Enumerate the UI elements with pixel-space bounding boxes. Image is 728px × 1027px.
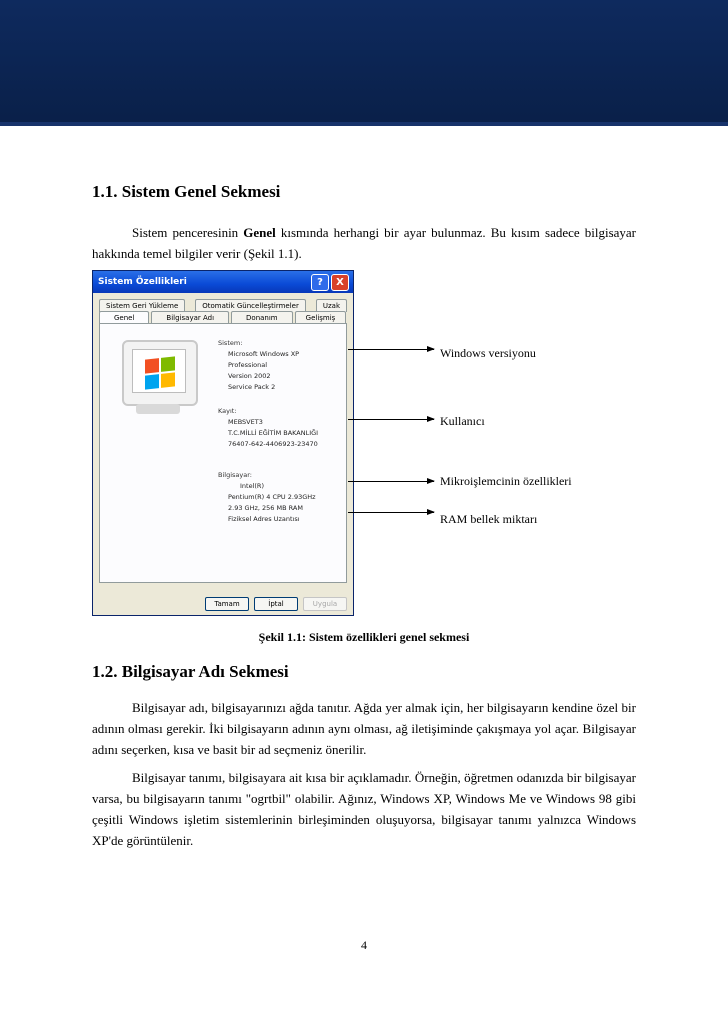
section-1-paragraph <box>92 222 636 264</box>
close-button[interactable]: X <box>331 274 349 291</box>
computer-line: Intel(R) <box>240 482 264 490</box>
general-tab-panel <box>99 323 347 583</box>
cancel-button[interactable]: İptal <box>254 597 298 611</box>
header-banner-rule <box>0 122 728 126</box>
arrow-windows <box>348 349 434 350</box>
dialog-titlebar <box>93 271 353 293</box>
section-1-title: 1.1. Sistem Genel Sekmesi <box>92 182 281 201</box>
registration-label: Kayıt: <box>218 407 237 415</box>
section-2-paragraph-2: Bilgisayar tanımı, bilgisayara ait kısa bir açıklamadır. Örneğin, öğretmen odanızda bir bilgisayar varsa, bu bilgisayarın tanımı "ogrtbil" olabilir. Ağınız, Windows XP, Windows Me ve Windows 98 gibi çeşitli Windows işletim sistemlerinin birleşiminden oluşuyorsa, bilgisayar tanımı yalnızca Windows XP'de görüntülenir. <box>92 770 636 848</box>
label-windows-version: Windows versiyonu <box>440 346 536 360</box>
section-2-title: 1.2. Bilgisayar Adı Sekmesi <box>92 662 289 681</box>
registration-line: T.C.MİLLİ EĞİTİM BAKANLIĞI <box>228 429 319 437</box>
computer-info <box>218 470 316 525</box>
tab-advanced[interactable]: Gelişmiş <box>295 311 347 324</box>
registration-line: 76407-642-4406923-23470 <box>228 440 318 448</box>
monitor-screen <box>132 349 186 393</box>
tab-automatic-updates[interactable]: Otomatik Güncelleştirmeler <box>195 299 306 312</box>
tab-general[interactable]: Genel <box>99 311 149 324</box>
figure-caption: Şekil 1.1: Sistem özellikleri genel sekmesi <box>258 630 470 644</box>
tab-remote[interactable]: Uzak <box>316 299 347 312</box>
system-line: Microsoft Windows XP <box>228 350 300 358</box>
page-number: 4 <box>361 938 367 952</box>
dialog-button-row <box>205 597 352 611</box>
ok-button[interactable]: Tamam <box>205 597 249 611</box>
para-text: Sistem penceresinin <box>132 225 244 240</box>
section-2-paragraph-1: Bilgisayar adı, bilgisayarınızı ağda tanıtır. Ağda yer almak için, her bilgisayarın kendine özel bir adının olması gerekir. İki bilgisayarın adının aynı olması, ağ iletişiminde çakışmaya yol açar. Bilgisayar adını seçerken, kısa ve basit bir ad seçmeniz önerilir. <box>92 700 636 757</box>
label-ram: RAM bellek miktarı <box>440 512 538 526</box>
arrow-ram <box>348 512 434 513</box>
computer-line: Pentium(R) 4 CPU 2.93GHz <box>228 493 316 501</box>
system-info <box>218 338 299 393</box>
computer-line: Fiziksel Adres Uzantısı <box>228 515 300 523</box>
para-bold: Genel <box>243 225 276 240</box>
header-banner-fill <box>0 0 728 122</box>
system-line: Professional <box>228 361 268 369</box>
computer-line: 2.93 GHz, 256 MB RAM <box>228 504 303 512</box>
computer-label: Bilgisayar: <box>218 471 252 479</box>
monitor-stand <box>136 404 180 414</box>
windows-logo-icon <box>145 356 175 389</box>
label-user: Kullanıcı <box>440 414 485 428</box>
system-line: Service Pack 2 <box>228 383 276 391</box>
tab-computer-name[interactable]: Bilgisayar Adı <box>151 311 229 324</box>
system-properties-dialog <box>92 270 354 616</box>
help-button[interactable]: ? <box>311 274 329 291</box>
computer-monitor-icon <box>122 340 198 406</box>
dialog-title: Sistem Özellikleri <box>98 277 187 287</box>
registration-line: MEBSVET3 <box>228 418 263 426</box>
tab-hardware[interactable]: Donanım <box>231 311 293 324</box>
arrow-user <box>348 419 434 420</box>
apply-button[interactable]: Uygula <box>303 597 347 611</box>
system-label: Sistem: <box>218 339 243 347</box>
para-text: kısmında herhangi bir ayar bulunmaz. Bu kısım sadece bilgisayar hakkında temel bilgiler verir (Şekil 1.1). <box>92 225 636 261</box>
label-cpu: Mikroişlemcinin özellikleri <box>440 474 572 488</box>
header-banner <box>0 0 728 126</box>
registration-info <box>218 406 318 450</box>
tab-system-restore[interactable]: Sistem Geri Yükleme <box>99 299 185 312</box>
arrow-cpu <box>348 481 434 482</box>
system-line: Version 2002 <box>228 372 271 380</box>
